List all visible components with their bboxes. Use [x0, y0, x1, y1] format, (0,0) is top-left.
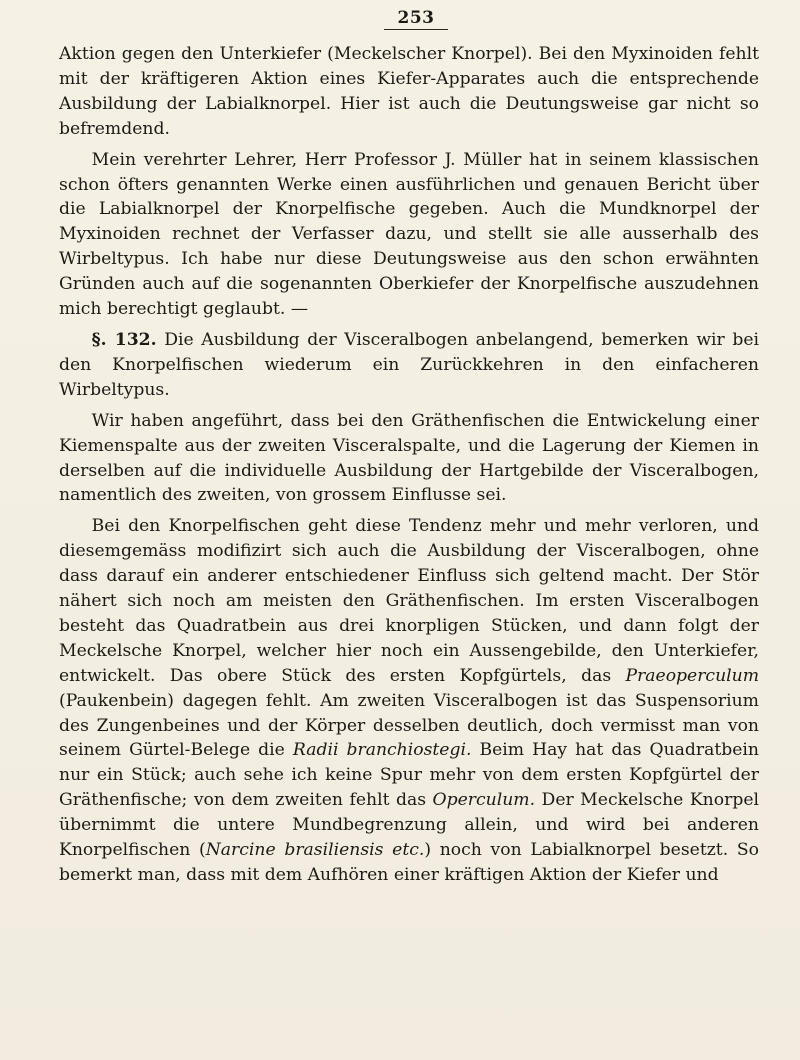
term-narcine-brasiliensis: Narcine brasiliensis etc. — [205, 840, 425, 861]
paragraph-3-section-132: §. 132. Die Ausbildung der Visceralbogen anbelangend, bemerken wir bei den Knorpelfischen wiederum ein Zurückkehren in den einfacheren Wirbeltypus. — [59, 329, 760, 400]
paragraph-5: Bei den Knorpelfischen geht diese Tendenz mehr und mehr verloren, und diesemgemäss modifizirt sich auch die Ausbildung der Visceralbogen, ohne dass darauf ein anderer entschiedener Einfluss sich geltend macht. Der Stör nähert sich noch am meisten den Gräthenfischen. Im ersten Visceralbogen besteht das Quadratbein aus drei knorpligen Stücken, und dann folgt der Meckelsche Knorpel, welcher hier noch ein Aussengebilde, den Unterkiefer, entwickelt. Das obere Stück des ersten Kopfgürtels, das Praeoperculum (Paukenbein) dagegen fehlt. Am zweiten Visceralbogen ist das Suspensorium des Zungenbeines und der Körper desselben deutlich, doch vermisst man von seinem Gürtel-Belege die Radii branchiostegi. Beim Hay hat das Quadratbein nur ein Stück; auch sehe ich keine Spur mehr von dem ersten Kopfgürtel der Gräthenfische; von dem zweiten fehlt das Operculum. Der Meckelsche Knorpel übernimmt die untere Mundbegrenzung allein, und wird bei anderen Knorpelfischen (Narcine brasiliensis etc.) noch von Labialknorpel besetzt. So bemerkt man, dass mit dem Aufhören einer kräftigen Aktion der Kiefer und — [59, 516, 759, 885]
section-number: §. 132. — [91, 329, 157, 350]
term-operculum: Operculum. — [432, 790, 536, 811]
paragraph-4: Wir haben angeführt, dass bei den Gräthenfischen die Entwickelung einer Kiemenspalte aus der zweiten Visceralspalte, und die Lagerung der Kiemen in derselben auf die individuelle Ausbildung der Hartgebilde der Visceralbogen, namentlich des zweiten, von grossem Einflusse sei. — [59, 410, 759, 506]
page-number: 253 — [384, 8, 448, 30]
body-text — [59, 42, 759, 888]
paragraph-2: Mein verehrter Lehrer, Herr Professor J. Müller hat in seinem klassischen schon öfters genannten Werke einen ausführlichen und genauen Bericht über die Labialknorpel der Knorpelfische gegeben. Auch die Mundknorpel der Myxinoiden rechnet der Verfasser dazu, und stellt sie alle ausserhalb des Wirbeltypus. Ich habe nur diese Deutungsweise aus den schon erwähnten Gründen auch auf die sogenannten Oberkiefer der Knorpelfische auszudehnen mich berechtigt geglaubt. — — [59, 149, 759, 320]
paragraph-1: Aktion gegen den Unterkiefer (Meckelscher Knorpel). Bei den Myxinoiden fehlt mit der kräftigeren Aktion eines Kiefer-Apparates auch die entsprechende Ausbildung der Labialknorpel. Hier ist auch die Deutungsweise gar nicht so befremdend. — [59, 44, 759, 139]
term-radii-branchiostegi: Radii branchiostegi. — [292, 740, 472, 761]
term-praeoperculum: Praeoperculum — [625, 665, 759, 686]
